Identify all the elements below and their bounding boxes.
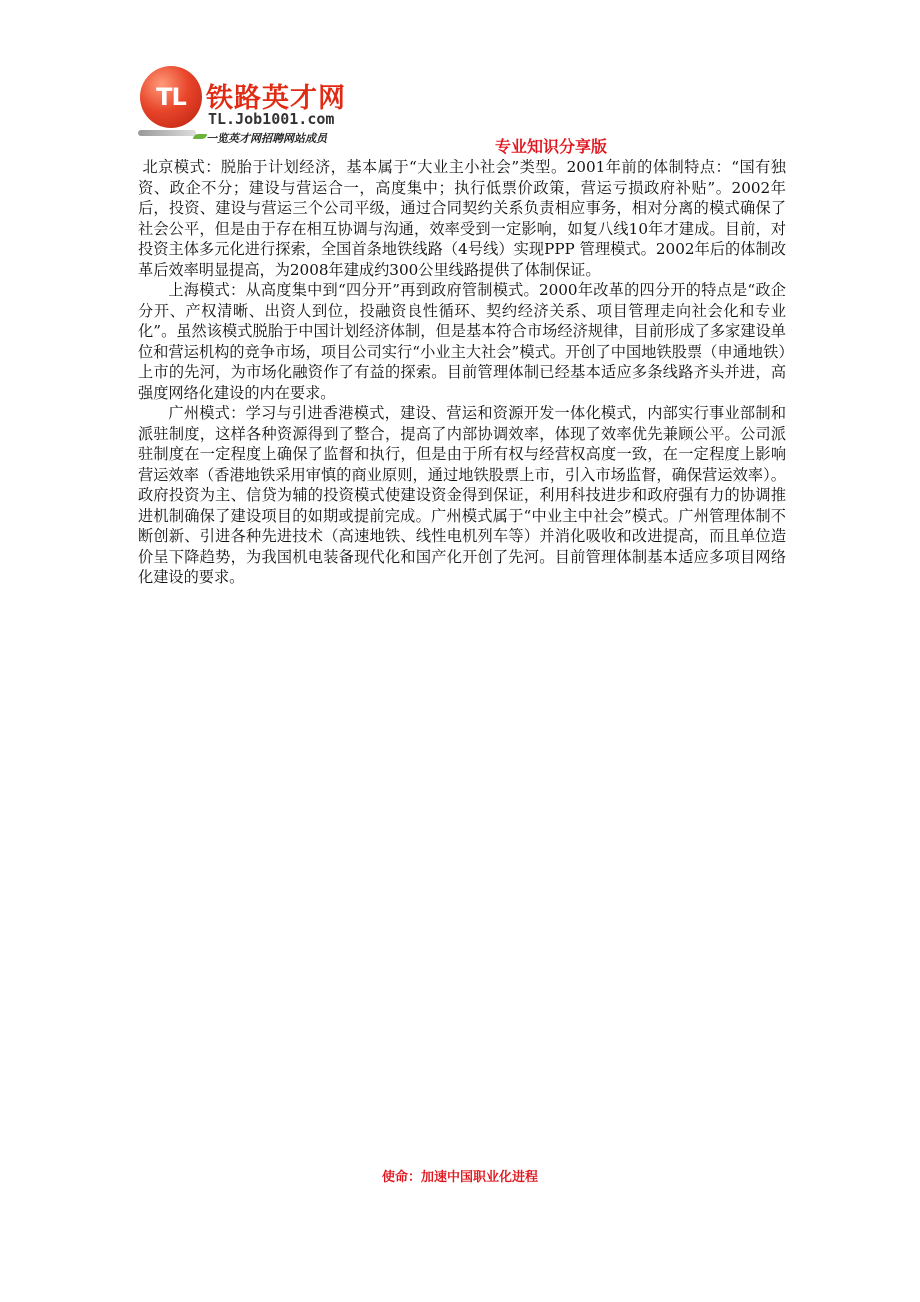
- banner-title: 专业知识分享版: [495, 137, 608, 156]
- paragraph-guangzhou: 广州模式：学习与引进香港模式，建设、营运和资源开发一体化模式，内部实行事业部制和派驻制度，这样各种资源得到了整合，提高了内部协调效率，体现了效率优先兼顾公平。公司派驻制度在一定程度上确保了监督和执行，但是由于所有权与经营权高度一致，在一定程度上影响营运效率（香港地铁采用审慎的商业原则，通过地铁股票上市，引入市场监督，确保营运效率）。政府投资为主、信贷为辅的投资模式使建设资金得到保证，利用科技进步和政府强有力的协调推进机制确保了建设项目的如期或提前完成。广州模式属于“中业主中社会”模式。广州管理体制不断创新、引进各种先进技术（高速地铁、线性电机列车等）并消化吸收和改进提高，而且单位造价呈下降趋势，为我国机电装备现代化和国产化开创了先河。目前管理体制基本适应多项目网络化建设的要求。: [138, 404, 786, 586]
- leaf-icon: [193, 134, 207, 139]
- footer-mission: 使命：加速中国职业化进程: [381, 1170, 538, 1185]
- logo-swoosh-icon: [138, 130, 196, 136]
- document-body: [138, 157, 786, 588]
- logo: [138, 66, 778, 156]
- logo-mark: TL: [140, 66, 202, 128]
- logo-slogan: 一览英才网招聘网站成员: [206, 132, 327, 145]
- logo-brand-name: 铁路英才网: [206, 83, 346, 114]
- logo-domain: TL.Job1001.com: [208, 110, 335, 128]
- paragraph-beijing: 北京模式：脱胎于计划经济，基本属于“大业主小社会”类型。2001年前的体制特点：“国有独资、政企不分；建设与营运合一，高度集中；执行低票价政策，营运亏损政府补贴”。2002年后，投资、建设与营运三个公司平级，通过合同契约关系负责相应事务，相对分离的模式确保了社会公平，但是由于存在相互协调与沟通，效率受到一定影响，如复八线10年才建成。目前，对投资主体多元化进行探索，全国首条地铁线路（4号线）实现PPP 管理模式。2002年后的体制改革后效率明显提高，为2008年建成约300公里线路提供了体制保证。: [138, 158, 786, 279]
- paragraph-shanghai: 上海模式：从高度集中到“四分开”再到政府管制模式。2000年改革的四分开的特点是“政企分开、产权清晰、出资人到位，投融资良性循环、契约经济关系、项目管理走向社会化和专业化”。虽然该模式脱胎于中国计划经济体制，但是基本符合市场经济规律，目前形成了多家建设单位和营运机构的竞争市场，项目公司实行“小业主大社会”模式。开创了中国地铁股票（申通地铁）上市的先河，为市场化融资作了有益的探索。目前管理体制已经基本适应多条线路齐头并进，高强度网络化建设的内在要求。: [138, 281, 786, 402]
